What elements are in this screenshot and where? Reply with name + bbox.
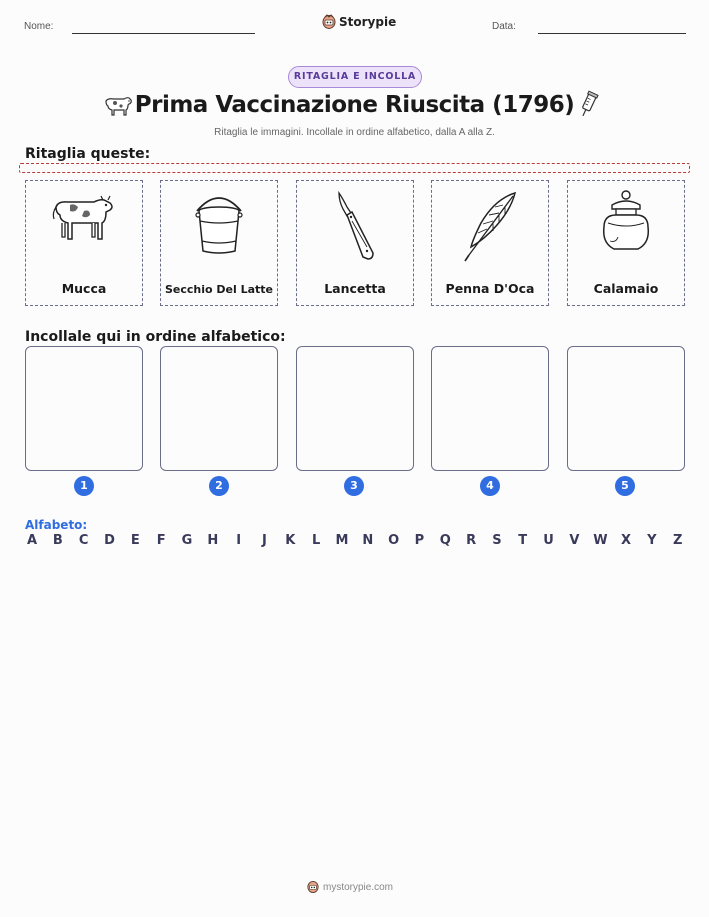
name-field[interactable] — [72, 33, 255, 34]
cut-label-secchio: Secchio Del Latte — [164, 283, 273, 296]
inkwell-icon — [594, 189, 658, 259]
paste-number-2: 2 — [209, 476, 229, 496]
alphabet-letter: Y — [647, 533, 657, 548]
cut-section-label: Ritaglia queste: — [25, 146, 151, 162]
alphabet-letter: T — [518, 533, 528, 548]
paste-number-4: 4 — [480, 476, 500, 496]
paste-number-3: 3 — [344, 476, 364, 496]
cut-card-bucket[interactable] — [160, 180, 278, 306]
alphabet-letter: A — [26, 533, 38, 548]
alphabet-row — [25, 533, 685, 548]
alphabet-letter: W — [593, 533, 608, 548]
alphabet-letter: L — [311, 533, 321, 548]
paste-section-label: Incollale qui in ordine alfabetico: — [25, 329, 286, 345]
page-title: Prima Vaccinazione Riuscita (1796) — [134, 92, 575, 118]
storypie-mascot-icon — [307, 880, 319, 894]
cut-card-quill[interactable] — [431, 180, 549, 306]
alphabet-letter: O — [388, 533, 400, 548]
cut-card-cow[interactable] — [25, 180, 143, 306]
cut-line — [19, 163, 690, 173]
paste-box-4[interactable] — [431, 346, 549, 471]
cut-label-lancetta: Lancetta — [324, 281, 386, 296]
footer-url: mystorypie.com — [323, 881, 394, 893]
name-label: Nome: — [24, 21, 54, 32]
date-field[interactable] — [538, 33, 686, 34]
alphabet-letter: K — [285, 533, 296, 548]
worksheet-header — [0, 0, 709, 50]
cut-label-mucca: Mucca — [61, 281, 107, 296]
paste-number-5: 5 — [615, 476, 635, 496]
brand-name: Storypie — [339, 15, 397, 29]
alphabet-letter: G — [181, 533, 193, 548]
paste-box-5[interactable] — [567, 346, 685, 471]
date-label: Data: — [492, 21, 516, 32]
paste-number-1: 1 — [74, 476, 94, 496]
activity-badge: RITAGLIA E INCOLLA — [288, 66, 422, 88]
alphabet-letter: D — [104, 533, 115, 548]
cut-card-inkwell[interactable] — [567, 180, 685, 306]
alphabet-letter: V — [569, 533, 580, 548]
quill-icon — [455, 189, 525, 263]
alphabet-letter: F — [156, 533, 166, 548]
cut-label-penna: Penna D'Oca — [445, 281, 535, 296]
alphabet-letter: C — [78, 533, 89, 548]
alphabet-letter: J — [262, 533, 267, 548]
paste-box-3[interactable] — [296, 346, 414, 471]
bucket-icon — [189, 189, 249, 259]
instructions: Ritaglia le immagini. Incollale in ordine alfabetico, dalla A alla Z. — [214, 127, 495, 138]
alphabet-letter: B — [52, 533, 63, 548]
cut-label-calamaio: Calamaio — [593, 281, 659, 296]
alphabet-letter: P — [414, 533, 425, 548]
alphabet-letter: N — [362, 533, 374, 548]
alphabet-letter: X — [621, 533, 632, 548]
paste-box-1[interactable] — [25, 346, 143, 471]
alphabet-letter: M — [335, 533, 349, 548]
alphabet-letter: H — [207, 533, 219, 548]
alphabet-letter: Z — [672, 533, 683, 548]
alphabet-title: Alfabeto: — [25, 518, 88, 532]
alphabet-letter: S — [492, 533, 502, 548]
alphabet-letter: I — [236, 533, 242, 548]
brand-logo — [322, 14, 396, 30]
lancet-icon — [325, 189, 385, 263]
syringe-icon — [577, 90, 599, 124]
alphabet-letter: U — [543, 533, 554, 548]
alphabet-letter: R — [466, 533, 477, 548]
alphabet-letter: Q — [439, 533, 451, 548]
footer — [307, 880, 393, 894]
alphabet-letter: E — [130, 533, 140, 548]
storypie-mascot-icon — [322, 14, 336, 30]
cow-icon — [48, 189, 120, 249]
cut-card-lancet[interactable] — [296, 180, 414, 306]
paste-box-2[interactable] — [160, 346, 278, 471]
